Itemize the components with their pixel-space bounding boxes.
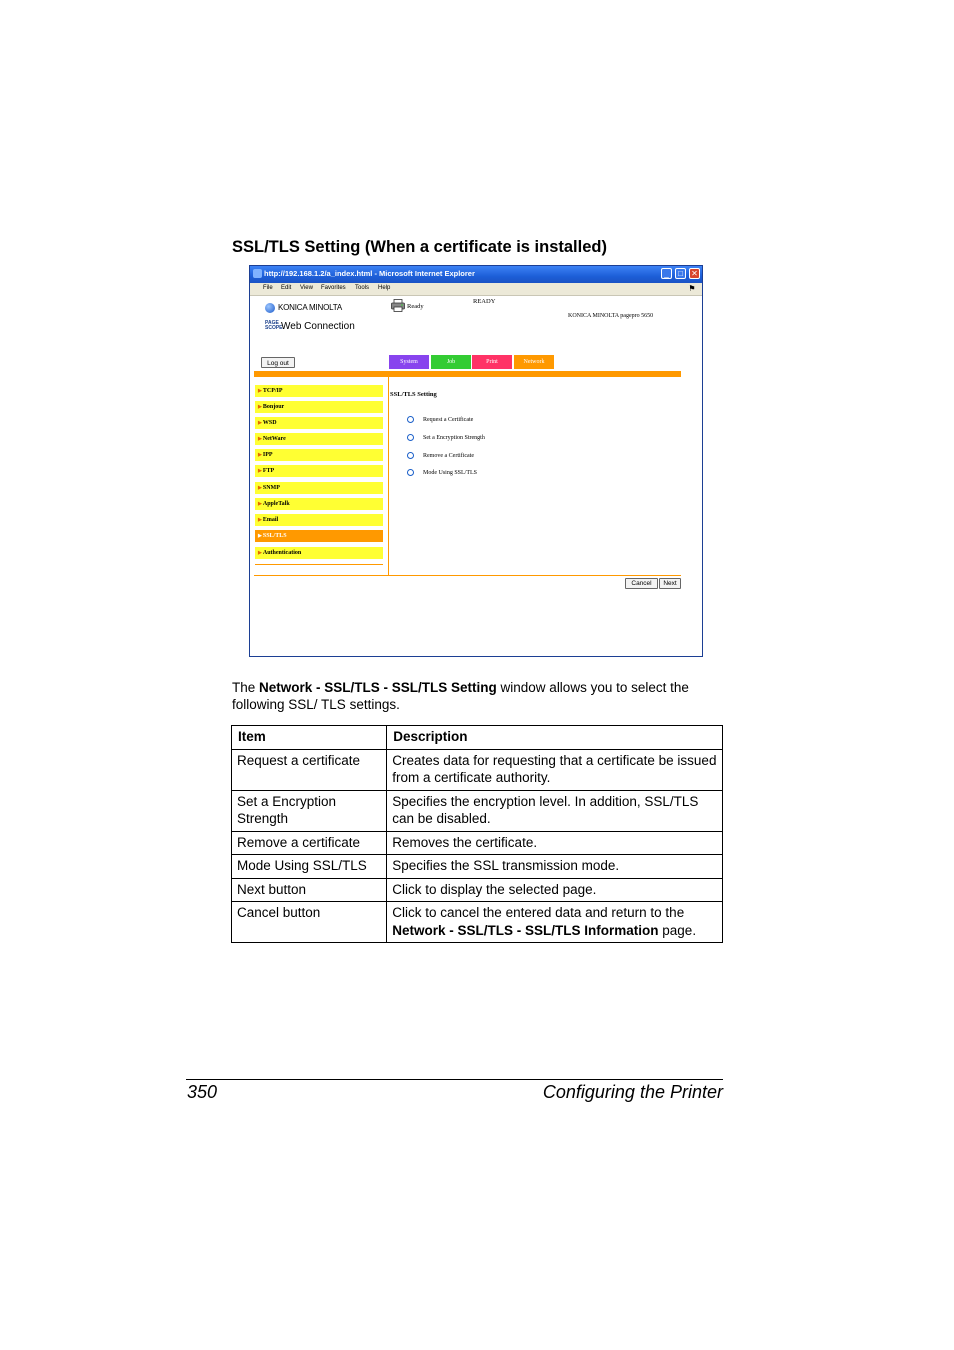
sidebar-item-label: Authentication xyxy=(262,550,302,556)
tab-print[interactable]: Print xyxy=(472,355,512,369)
sidebar-item-label: FTP xyxy=(262,468,275,474)
footer-rule xyxy=(186,1079,723,1080)
sidebar-item-label: Email xyxy=(262,517,279,523)
option-label: Mode Using SSL/TLS xyxy=(423,470,478,476)
arrow-right-icon: ▶ xyxy=(258,502,262,507)
arrow-right-icon: ▶ xyxy=(258,421,262,426)
table-row xyxy=(232,902,723,943)
sidebar-divider xyxy=(255,564,383,565)
arrow-right-icon: ▶ xyxy=(258,534,262,539)
arrow-right-icon: ▶ xyxy=(258,453,262,458)
table-cell-item: Remove a certificate xyxy=(232,831,387,855)
table-cell-item: Next button xyxy=(232,878,387,902)
header-divider xyxy=(254,371,681,377)
radio-button[interactable] xyxy=(407,469,414,476)
printer-status: READY xyxy=(473,298,496,305)
sidebar-item-label: TCP/IP xyxy=(262,388,283,394)
printer-model: KONICA MINOLTA pagepro 5650 xyxy=(568,313,654,319)
footer-divider xyxy=(254,575,681,576)
close-icon[interactable]: ✕ xyxy=(689,268,700,279)
sidebar-item-ssltls[interactable] xyxy=(255,530,383,542)
option-label: Set a Encryption Strength xyxy=(423,435,485,441)
arrow-right-icon: ▶ xyxy=(258,389,262,394)
brand-name: KONICA MINOLTA xyxy=(278,303,343,313)
minimize-icon[interactable]: _ xyxy=(661,268,672,279)
description-text: Click to cancel the entered data and return to the xyxy=(392,905,685,920)
next-button[interactable]: Next xyxy=(659,578,681,589)
page-number: 350 xyxy=(187,1082,218,1102)
sidebar-item-label: WSD xyxy=(262,420,277,426)
cancel-button[interactable]: Cancel xyxy=(625,578,658,589)
browser-window-title: http://192.168.1.2/a_index.html - Microsoft Internet Explorer xyxy=(264,269,475,278)
sidebar-item-snmp[interactable] xyxy=(255,482,383,494)
table-header-row xyxy=(232,726,723,750)
sidebar-item-label: SNMP xyxy=(262,485,280,491)
chapter-title: Configuring the Printer xyxy=(542,1082,723,1102)
table-row xyxy=(232,790,723,831)
sidebar-item-tcpip[interactable] xyxy=(255,385,383,397)
printer-icon xyxy=(391,299,405,312)
maximize-icon[interactable]: □ xyxy=(675,268,686,279)
section-heading: SSL/TLS Setting (When a certificate is installed) xyxy=(232,238,607,256)
pagescope-web-connection-logo xyxy=(265,321,355,332)
tab-network[interactable]: Network xyxy=(514,355,554,369)
menu-help[interactable]: Help xyxy=(378,285,391,291)
sidebar-item-label: IPP xyxy=(262,452,273,458)
sidebar-item-ftp[interactable] xyxy=(255,465,383,477)
sidebar-item-authentication[interactable] xyxy=(255,547,383,559)
sidebar-item-label: Bonjour xyxy=(262,404,285,410)
description-bold: Network - SSL/TLS - SSL/TLS Information xyxy=(392,922,659,938)
konica-globe-icon xyxy=(265,303,275,313)
table-row xyxy=(232,855,723,879)
option-label: Remove a Certificate xyxy=(423,453,474,459)
sidebar-item-email[interactable] xyxy=(255,514,383,526)
web-connection-label: Web Connection xyxy=(281,321,355,332)
intro-bold: Network - SSL/TLS - SSL/TLS Setting xyxy=(259,680,497,695)
table-cell-item: Cancel button xyxy=(232,902,387,943)
radio-button[interactable] xyxy=(407,416,414,423)
arrow-right-icon: ▶ xyxy=(258,437,262,442)
sidebar-item-label: AppleTalk xyxy=(262,501,290,507)
menu-tools[interactable]: Tools xyxy=(355,285,370,291)
intro-text: The xyxy=(232,680,260,695)
logout-button[interactable]: Log out xyxy=(261,357,295,368)
table-cell-description: Specifies the encryption level. In addition, SSL/TLS can be disabled. xyxy=(387,790,723,831)
table-cell-item: Request a certificate xyxy=(232,749,387,790)
table-row xyxy=(232,878,723,902)
table-header: Description xyxy=(387,726,723,750)
table-cell-item: Set a Encryption Strength xyxy=(232,790,387,831)
table-header: Item xyxy=(232,726,387,750)
sidebar-item-appletalk[interactable] xyxy=(255,498,383,510)
table-row xyxy=(232,831,723,855)
intro-paragraph xyxy=(232,679,732,713)
konica-minolta-logo xyxy=(265,303,342,313)
windows-flag-icon: ⚑ xyxy=(688,284,696,293)
arrow-right-icon: ▶ xyxy=(258,469,262,474)
browser-screenshot xyxy=(249,265,703,657)
printer-status-icon-label: Ready xyxy=(407,303,424,310)
arrow-right-icon: ▶ xyxy=(258,486,262,491)
table-row xyxy=(232,749,723,790)
browser-menubar xyxy=(250,283,702,296)
table-cell-description: Specifies the SSL transmission mode. xyxy=(387,855,723,879)
table-cell-description xyxy=(387,902,723,943)
intro-text: window allows you to select the following SSL/ TLS settings. xyxy=(232,680,689,712)
browser-titlebar xyxy=(250,266,702,283)
option-label: Request a Certificate xyxy=(423,417,474,423)
arrow-right-icon: ▶ xyxy=(258,518,262,523)
sidebar-item-label: NetWare xyxy=(262,436,286,442)
arrow-right-icon: ▶ xyxy=(258,551,262,556)
sidebar-item-netware[interactable] xyxy=(255,433,383,445)
sidebar-item-bonjour[interactable] xyxy=(255,401,383,413)
table-cell-description: Removes the certificate. xyxy=(387,831,723,855)
sidebar-item-label: SSL/TLS xyxy=(262,533,287,539)
tab-system[interactable]: System xyxy=(389,355,429,369)
pagescope-mark: PAGE SCOPE xyxy=(265,320,283,332)
sidebar-item-wsd[interactable] xyxy=(255,417,383,429)
menu-favorites[interactable]: Favorites xyxy=(321,285,346,291)
table-cell-item: Mode Using SSL/TLS xyxy=(232,855,387,879)
menu-view[interactable]: View xyxy=(300,285,313,291)
ie-icon xyxy=(253,269,262,278)
menu-file[interactable]: File xyxy=(263,285,273,291)
menu-edit[interactable]: Edit xyxy=(281,285,292,291)
sidebar-item-ipp[interactable] xyxy=(255,449,383,461)
description-text: page. xyxy=(658,922,697,938)
tab-job[interactable]: Job xyxy=(431,355,471,369)
settings-table xyxy=(231,725,723,943)
panel-title: SSL/TLS Setting xyxy=(390,391,437,398)
table-cell-description: Creates data for requesting that a certificate be issued from a certificate authority. xyxy=(387,749,723,790)
radio-button[interactable] xyxy=(407,434,414,441)
radio-button[interactable] xyxy=(407,452,414,459)
table-cell-description: Click to display the selected page. xyxy=(387,878,723,902)
arrow-right-icon: ▶ xyxy=(258,405,262,410)
content-divider xyxy=(388,377,389,575)
